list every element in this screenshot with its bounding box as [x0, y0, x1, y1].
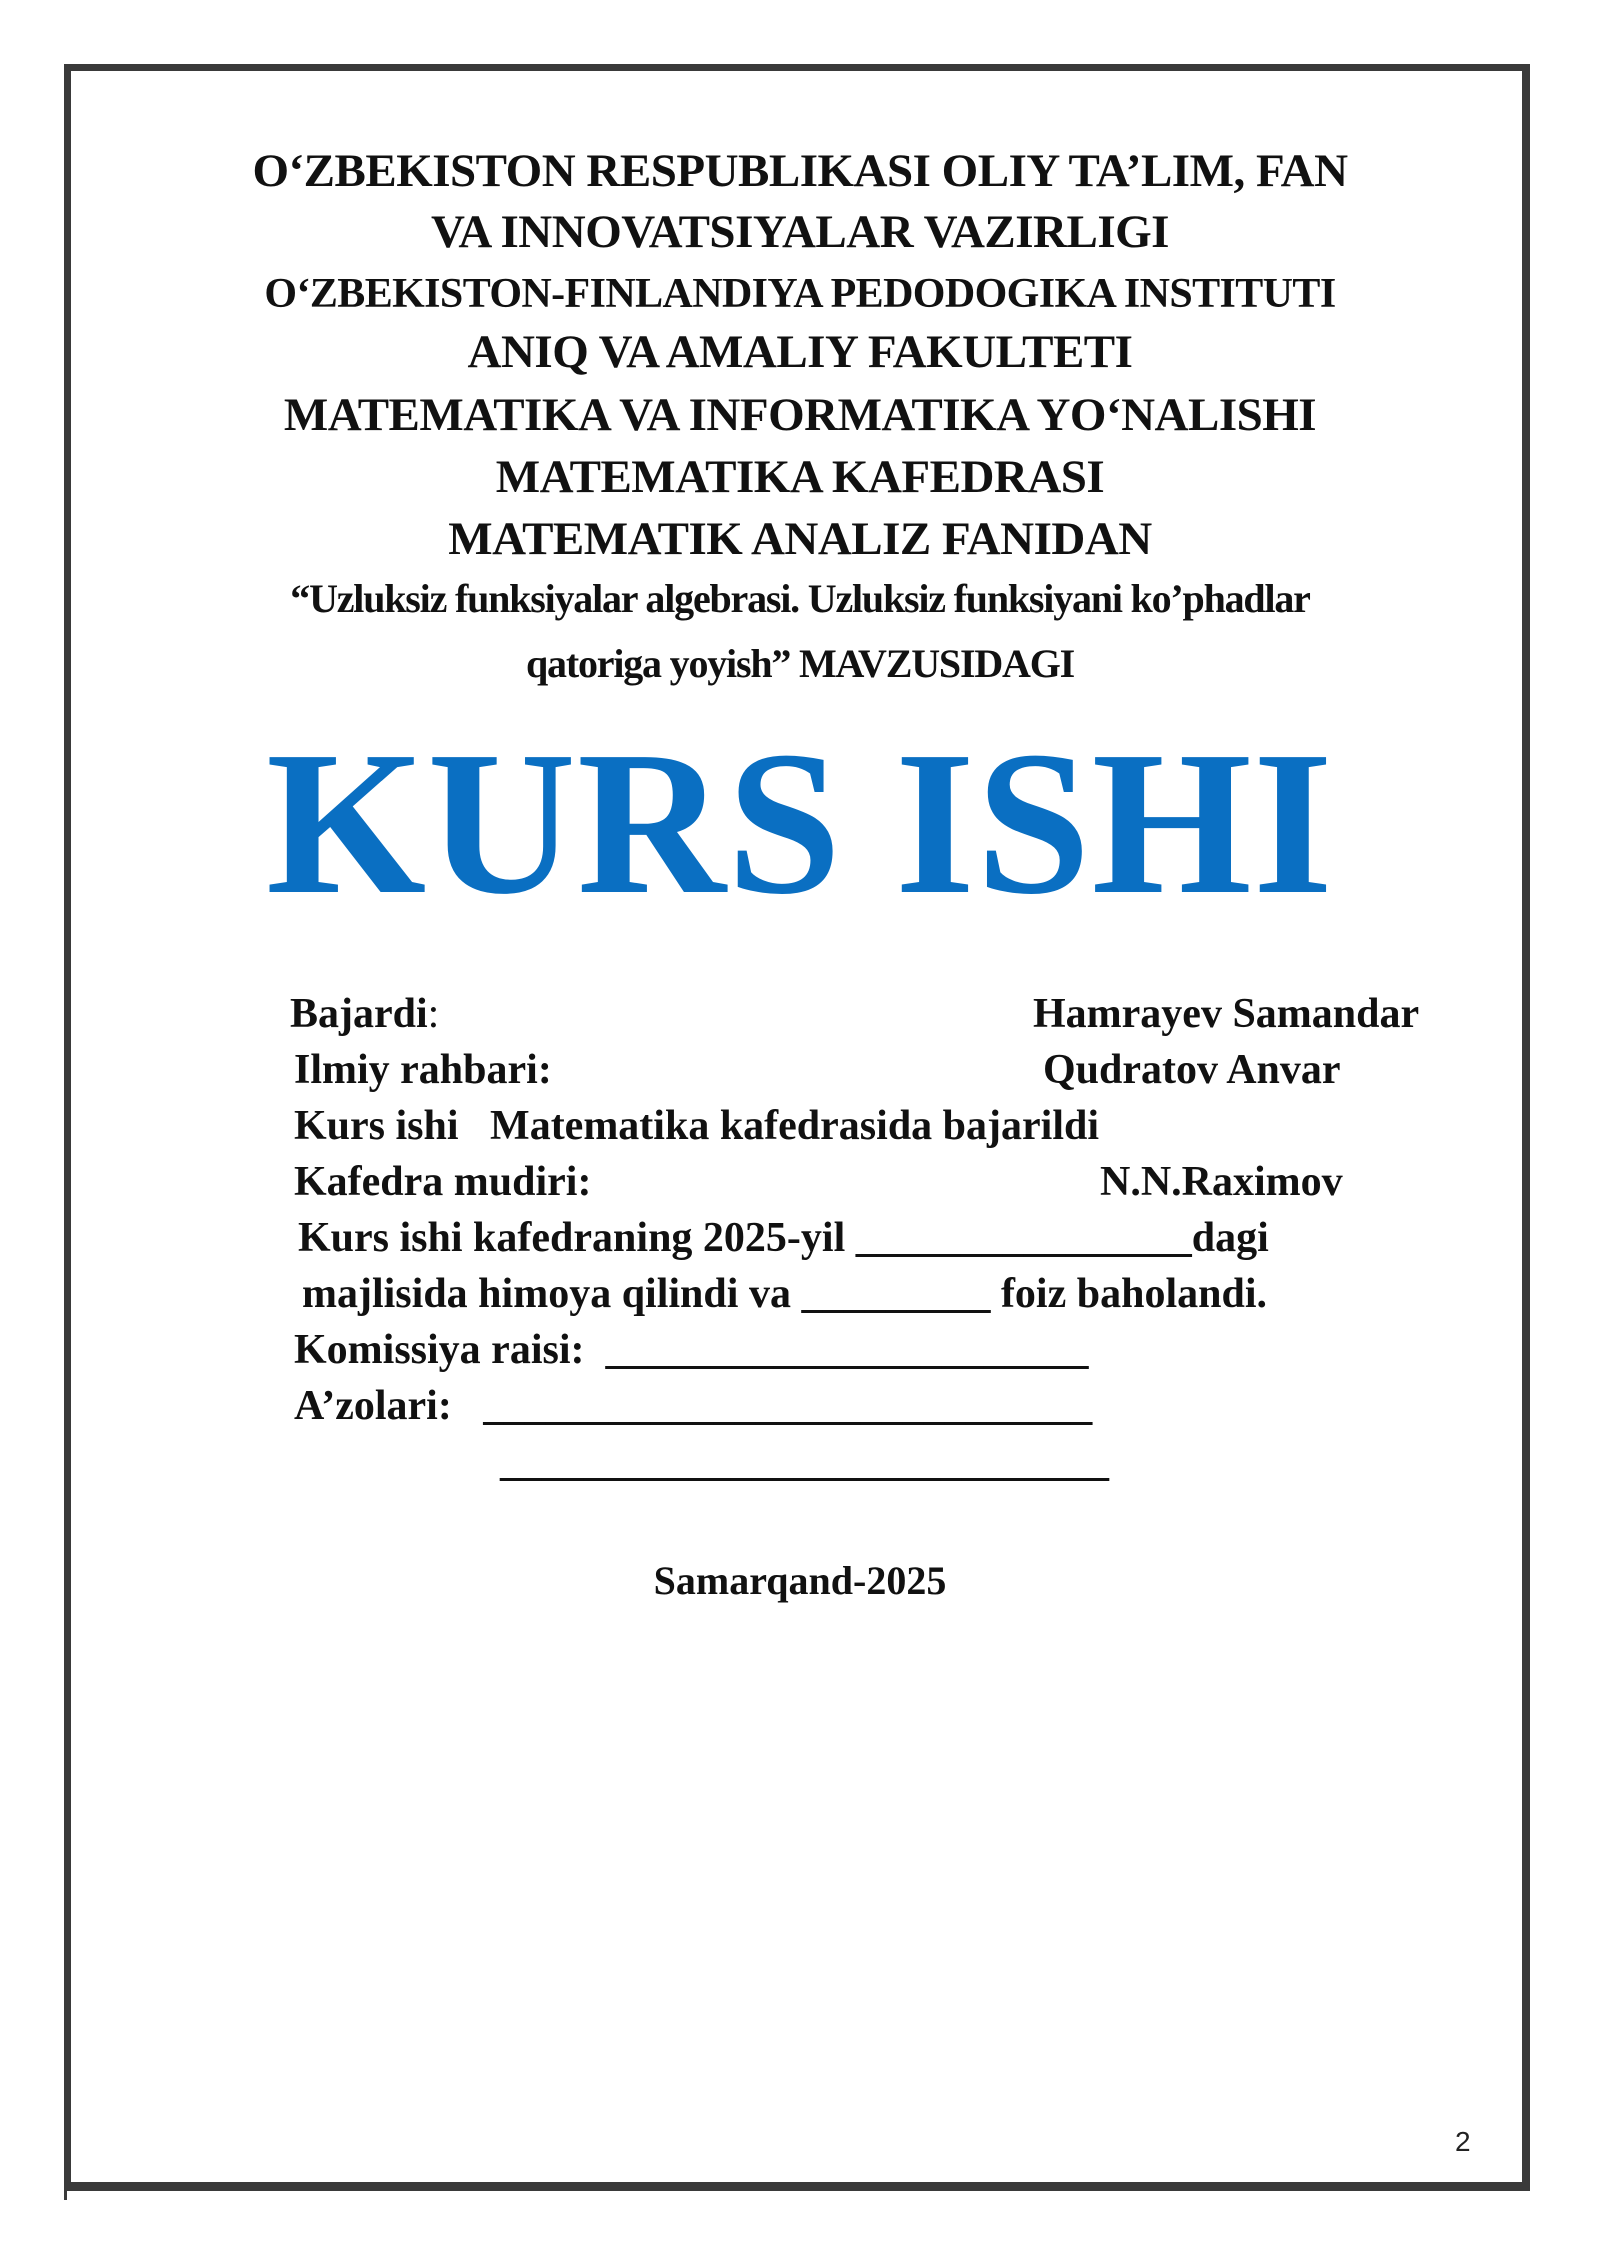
commission-members-extra-line: _____________________________: [500, 1439, 1109, 1485]
ministry-line-2: VA INNOVATSIYALAR VAZIRLIGI: [431, 206, 1169, 258]
institute-name: O‘ZBEKISTON-FINLANDIYA PEDODOGIKA INSTITUTI: [264, 271, 1336, 317]
head-name: N.N.Raximov: [1100, 1159, 1343, 1205]
ministry-line-1: O‘ZBEKISTON RESPUBLIKASI OLIY TA’LIM, FAN: [252, 145, 1348, 197]
supervisor-label: Ilmiy rahbari:: [294, 1047, 552, 1093]
department-name: MATEMATIKA KAFEDRASI: [495, 451, 1105, 503]
commission-members: A’zolari: _____________________________: [294, 1383, 1093, 1429]
author-label: Bajardi:: [290, 991, 440, 1037]
topic-line-1: “Uzluksiz funksiyalar algebrasi. Uzluksiz funksiyani ko’phadlar: [290, 576, 1310, 621]
document-title: KURS ISHI: [266, 708, 1334, 937]
subject-name: MATEMATIK ANALIZ FANIDAN: [448, 513, 1152, 565]
author-name: Hamrayev Samandar: [1033, 991, 1420, 1037]
defense-line-2: majlisida himoya qilindi va _________ foiz baholandi.: [302, 1271, 1268, 1317]
department-note: Kurs ishi Matematika kafedrasida bajarildi: [294, 1103, 1100, 1149]
faculty-name: ANIQ VA AMALIY FAKULTETI: [467, 326, 1133, 378]
head-label: Kafedra mudiri:: [294, 1159, 592, 1205]
city-year: Samarqand-2025: [653, 1558, 947, 1603]
program-name: MATEMATIKA VA INFORMATIKA YO‘NALISHI: [283, 389, 1317, 441]
topic-line-2: qatoriga yoyish” MAVZUSIDAGI: [526, 641, 1074, 686]
supervisor-name: Qudratov Anvar: [1043, 1047, 1341, 1093]
commission-chair: Komissiya raisi: _______________________: [294, 1327, 1089, 1373]
defense-line-1: Kurs ishi kafedraning 2025-yil ________________dagi: [298, 1215, 1269, 1261]
page-number: 2: [1455, 2126, 1471, 2157]
page-border-tick: [64, 2188, 67, 2200]
